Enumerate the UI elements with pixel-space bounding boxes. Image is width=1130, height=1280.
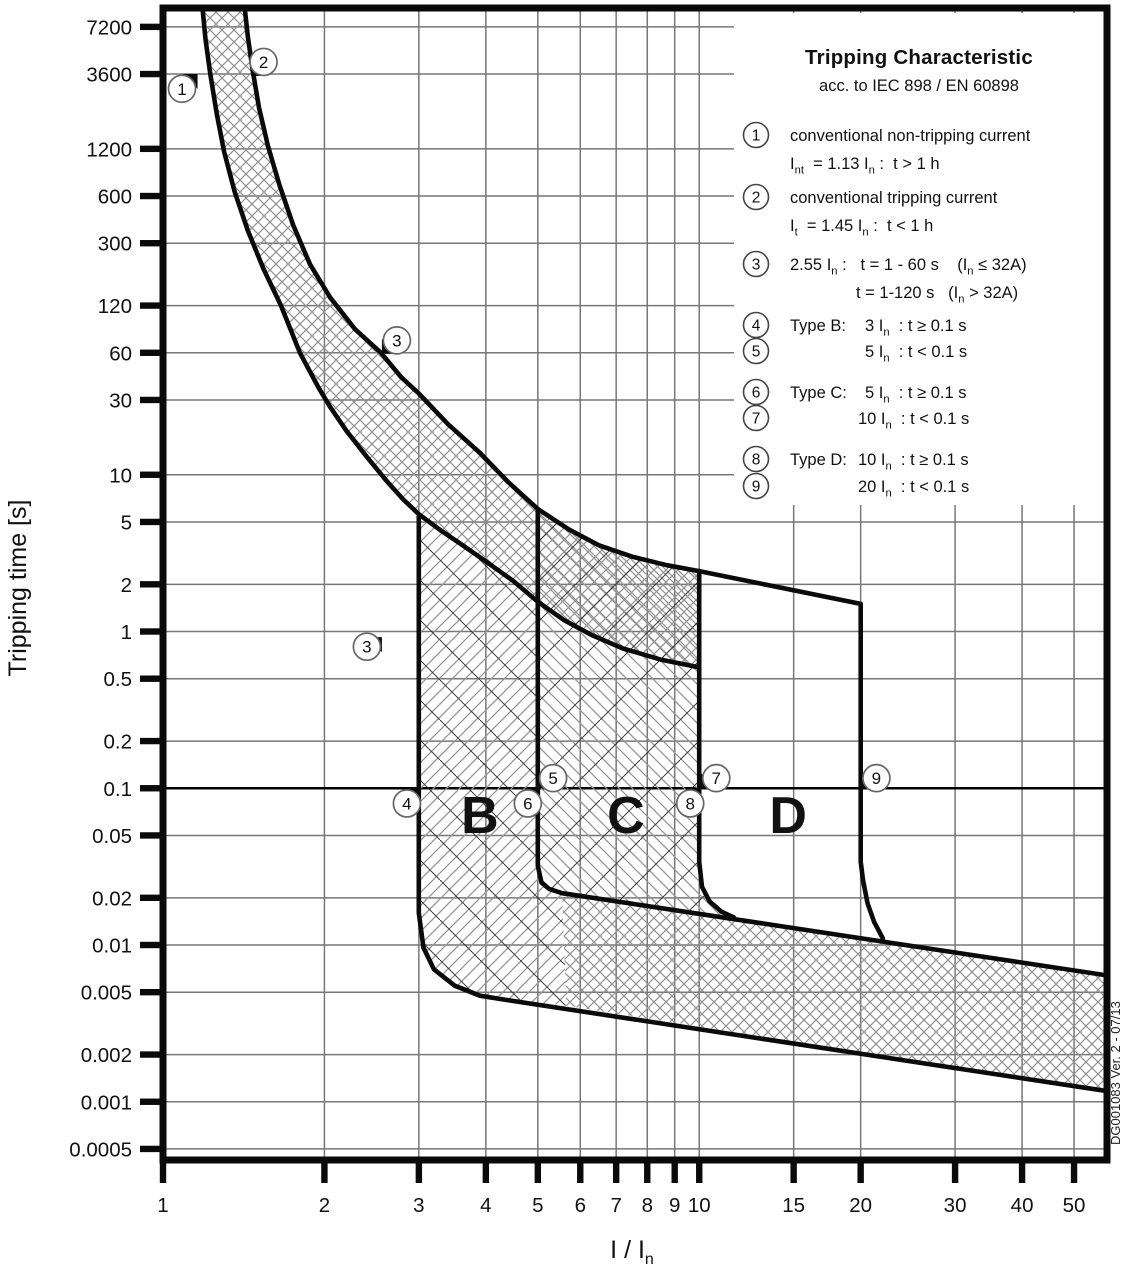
y-tick-label: 120 — [97, 295, 132, 319]
x-tick-label: 3 — [413, 1194, 425, 1217]
y-tick-label: 0.0005 — [69, 1138, 132, 1162]
legend-number: 2 — [751, 189, 761, 207]
y-axis-title: Tripping time [s] — [4, 499, 32, 677]
legend-number: 5 — [751, 343, 761, 361]
y-tick — [140, 302, 166, 308]
legend-text: 10 $I_n$ : t ≥ 0.1 s — [858, 451, 969, 473]
x-tick — [483, 1157, 489, 1183]
legend-text: 5 $I_n$ : t < 0.1 s — [865, 343, 968, 365]
x-tick-label: 10 — [687, 1194, 711, 1217]
legend-number: 1 — [751, 127, 761, 145]
x-tick — [671, 1157, 677, 1183]
x-tick-label: 1 — [157, 1194, 169, 1217]
legend-text: 20 $I_n$ : t < 0.1 s — [858, 478, 970, 500]
chart-subtitle: acc. to IEC 898 / EN 60898 — [819, 77, 1019, 95]
legend-number: 9 — [751, 478, 761, 496]
x-tick-label: 7 — [610, 1194, 622, 1217]
legend-text: Type B: — [790, 317, 846, 335]
legend-text: conventional tripping current — [790, 189, 998, 207]
legend-text: conventional non-tripping current — [790, 127, 1031, 145]
x-axis-title-main: I / I — [610, 1236, 645, 1264]
y-tick-label: 0.1 — [103, 777, 132, 801]
marker-number: 3 — [362, 637, 372, 657]
y-tick — [140, 146, 166, 152]
y-tick — [140, 738, 166, 744]
y-tick-label: 0.2 — [103, 730, 132, 754]
y-tick-label: 0.5 — [103, 668, 132, 692]
legend-number: 7 — [751, 410, 761, 428]
y-tick — [140, 989, 166, 995]
x-tick-label: 5 — [532, 1194, 544, 1217]
marker-number: 9 — [871, 769, 882, 789]
legend-number: 6 — [751, 384, 761, 402]
legend-number: 3 — [751, 256, 761, 274]
region-label-D: D — [769, 786, 807, 845]
marker-number: 8 — [685, 794, 695, 814]
legend-text: Type C: — [790, 384, 847, 402]
y-tick-label: 3600 — [86, 63, 132, 87]
x-axis-title-sub: n — [644, 1251, 654, 1268]
curve-type-d-10In-limit — [699, 571, 734, 917]
y-tick-label: 1 — [120, 621, 132, 645]
legend-text: t = 1-120 s $(I_n > 32A)$ — [856, 284, 1019, 306]
y-tick-label: 10 — [109, 464, 132, 488]
y-tick — [140, 193, 166, 199]
x-tick — [1071, 1157, 1077, 1183]
legend-text: 5 $I_n$ : t ≥ 0.1 s — [865, 384, 967, 406]
legend-number: 8 — [751, 451, 761, 469]
y-tick-label: 0.02 — [92, 887, 132, 911]
marker-number: 2 — [258, 52, 269, 72]
x-tick-label: 9 — [668, 1194, 681, 1217]
x-axis-title — [552, 1236, 712, 1269]
x-tick — [857, 1157, 863, 1183]
y-tick-label: 1200 — [86, 138, 132, 162]
region-instantaneous-tolerance-band — [562, 893, 1107, 1091]
x-tick — [577, 1157, 583, 1183]
marker-number: 3 — [392, 331, 402, 351]
region-label-C: C — [607, 786, 645, 845]
x-tick-label: 50 — [1062, 1194, 1086, 1217]
legend-text: $I_{nt} = 1.13$ $I_n$ : t > 1 h — [790, 155, 940, 177]
y-tick-label: 30 — [109, 389, 132, 413]
y-tick-label: 7200 — [86, 16, 132, 40]
x-tick — [790, 1157, 796, 1183]
y-tick — [140, 895, 166, 901]
marker-number: 1 — [177, 79, 187, 99]
y-tick — [140, 628, 166, 634]
y-tick — [140, 519, 166, 525]
y-tick-label: 0.002 — [80, 1044, 132, 1068]
y-tick-label: 5 — [120, 511, 132, 535]
legend-text: $I_t = 1.45$ $I_n$ : t < 1 h — [790, 217, 934, 239]
y-tick — [140, 397, 166, 403]
y-tick-label: 0.05 — [92, 824, 132, 848]
x-tick — [321, 1157, 327, 1183]
x-tick — [696, 1157, 702, 1183]
x-tick-label: 6 — [574, 1194, 586, 1217]
legend-text: Type D: — [790, 451, 847, 469]
x-tick — [644, 1157, 650, 1183]
x-tick-label: 30 — [943, 1194, 967, 1217]
y-tick — [140, 1051, 166, 1057]
x-tick — [416, 1157, 422, 1183]
y-tick-label: 0.005 — [80, 981, 132, 1005]
y-tick — [140, 350, 166, 356]
marker-number: 6 — [523, 794, 533, 814]
y-tick — [140, 832, 166, 838]
x-tick — [1019, 1157, 1025, 1183]
y-tick — [140, 785, 166, 791]
marker-number: 7 — [711, 769, 722, 789]
x-tick — [160, 1157, 166, 1183]
region-label-B: B — [461, 786, 499, 845]
y-tick — [140, 675, 166, 681]
legend-text: 10 $I_n$ : t < 0.1 s — [858, 410, 970, 432]
x-tick-label: 15 — [782, 1194, 806, 1217]
x-tick-label: 8 — [641, 1194, 653, 1217]
x-tick-label: 20 — [849, 1194, 873, 1217]
legend-number: 4 — [751, 317, 761, 335]
legend-text: 2.55 $I_n$ : t = 1 - 60 s $(I_n \le 32A)$ — [790, 256, 1027, 278]
y-tick — [140, 942, 166, 948]
x-tick-label: 4 — [480, 1194, 492, 1217]
y-tick — [140, 472, 166, 478]
y-tick — [140, 581, 166, 587]
y-tick-label: 300 — [97, 232, 132, 256]
y-tick — [140, 1146, 166, 1152]
y-tick — [140, 24, 166, 30]
y-tick-label: 0.01 — [92, 934, 132, 958]
y-tick-label: 60 — [109, 342, 132, 366]
legend-text: 3 $I_n$ : t ≥ 0.1 s — [865, 317, 967, 339]
marker-number: 4 — [402, 794, 412, 814]
y-tick — [140, 240, 166, 246]
y-tick-label: 0.001 — [80, 1091, 132, 1115]
y-tick-label: 2 — [120, 573, 132, 597]
x-tick — [613, 1157, 619, 1183]
x-tick — [535, 1157, 541, 1183]
watermark-version-text: DG001083 Ver. 2 - 07/13 — [1108, 1001, 1123, 1145]
y-tick-label: 600 — [97, 185, 132, 209]
y-tick — [140, 1099, 166, 1105]
y-tick — [140, 71, 166, 77]
chart-title: Tripping Characteristic — [805, 46, 1033, 69]
x-tick-label: 40 — [1010, 1194, 1034, 1217]
x-tick-label: 2 — [318, 1194, 331, 1217]
x-tick — [952, 1157, 958, 1183]
marker-number: 5 — [548, 769, 558, 789]
